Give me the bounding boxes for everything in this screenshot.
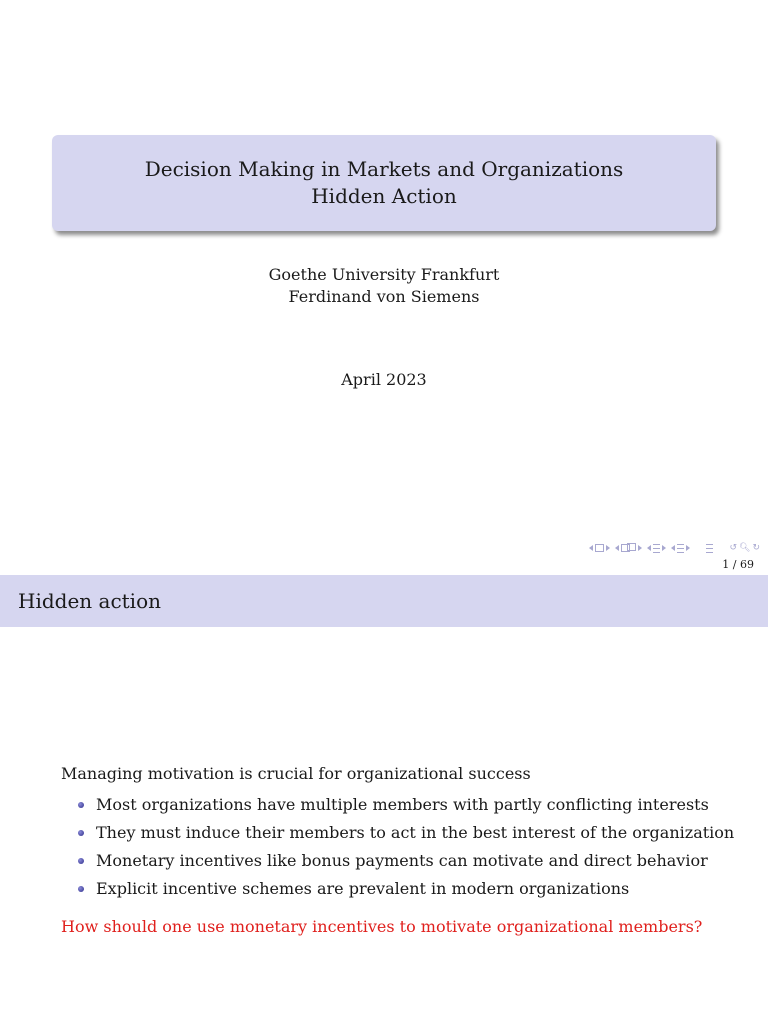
beamer-navigation-bar	[589, 540, 760, 556]
presentation-date: April 2023	[341, 370, 427, 389]
list-item	[78, 818, 734, 846]
intro-text: Managing motivation is crucial for organizational success	[61, 764, 531, 783]
institution: Goethe University Frankfurt	[268, 265, 500, 284]
content-slide	[0, 575, 768, 1024]
bullet-icon	[78, 886, 84, 892]
nav-toc-icon[interactable]	[706, 544, 713, 553]
page-indicator: 1 / 69	[722, 558, 754, 571]
list-item	[78, 874, 734, 902]
bullet-list	[78, 790, 734, 902]
nav-section-icon[interactable]	[647, 544, 666, 553]
bullet-icon	[78, 802, 84, 808]
nav-subsection-lines-icon[interactable]	[671, 544, 690, 553]
author: Ferdinand von Siemens	[288, 287, 480, 306]
list-item	[78, 790, 734, 818]
bullet-icon	[78, 830, 84, 836]
bullet-text: Explicit incentive schemes are prevalent in modern organizations	[96, 878, 630, 898]
bullet-text: They must induce their members to act in the best interest of the organization	[96, 822, 735, 842]
bullet-icon	[78, 858, 84, 864]
nav-frame-icon[interactable]	[589, 544, 610, 552]
title-box	[52, 135, 716, 231]
bullet-text: Most organizations have multiple members with partly conflicting interests	[96, 794, 709, 814]
frame-title: Hidden action	[18, 589, 161, 613]
presentation-subtitle: Hidden Action	[311, 184, 457, 208]
frame-title-bar	[0, 575, 768, 627]
list-item	[78, 846, 734, 874]
key-question: How should one use monetary incentives to motivate organizational members?	[61, 917, 703, 936]
nav-subsection-icon[interactable]	[615, 544, 642, 552]
presentation-title: Decision Making in Markets and Organizations	[144, 157, 624, 181]
nav-search-icon[interactable]: ↺ 🔍︎ ↻	[729, 543, 760, 553]
bullet-text: Monetary incentives like bonus payments can motivate and direct behavior	[96, 850, 708, 870]
